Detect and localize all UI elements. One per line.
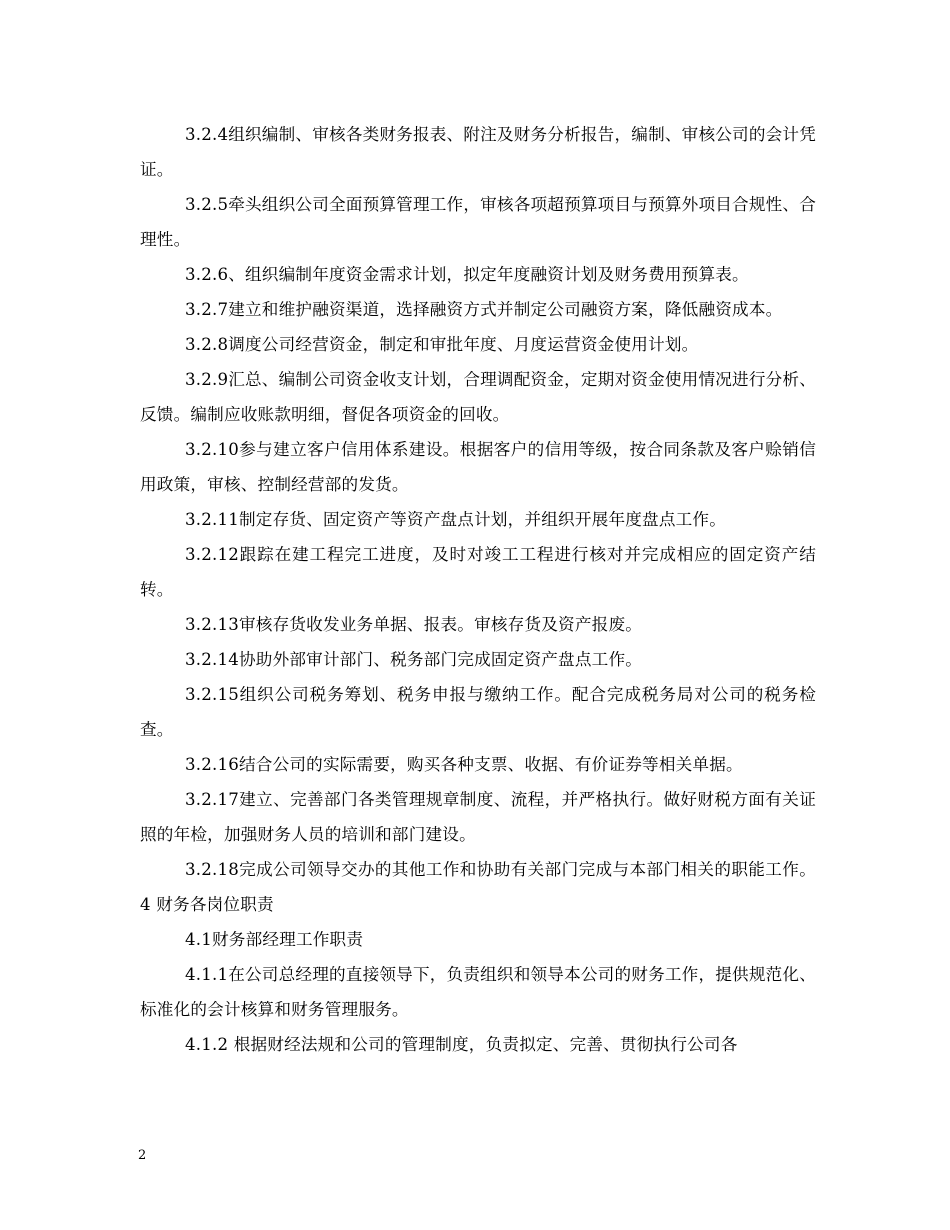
section-heading-4-1: 4.1财务部经理工作职责	[185, 930, 364, 949]
paragraph-3-2-8: 3.2.8调度公司经营资金，制定和审批年度、月度运营资金使用计划。	[185, 335, 699, 354]
paragraph-3-2-4: 3.2.4组织编制、审核各类财务报表、附注及财务分析报告，编制、审核公司的会计凭证。	[140, 125, 817, 179]
document-body	[140, 117, 816, 1062]
paragraph-3-2-18: 3.2.18完成公司领导交办的其他工作和协助有关部门完成与本部门相关的职能工作。 4 财务各岗位职责	[140, 860, 816, 914]
paragraph-3-2-12: 3.2.12跟踪在建工程完工进度，及时对竣工工程进行核对并完成相应的固定资产结转。	[140, 545, 816, 599]
paragraph-3-2-17: 3.2.17建立、完善部门各类管理规章制度、流程，并严格执行。做好财税方面有关证照的年检，加强财务人员的培训和部门建设。	[140, 790, 816, 844]
paragraph-3-2-7: 3.2.7建立和维护融资渠道，选择融资方式并制定公司融资方案，降低融资成本。	[185, 300, 783, 319]
paragraph-3-2-6: 3.2.6、组织编制年度资金需求计划，拟定年度融资计划及财务费用预算表。	[185, 265, 749, 284]
paragraph-3-2-10: 3.2.10参与建立客户信用体系建设。根据客户的信用等级，按合同条款及客户赊销信用政策，审核、控制经营部的发货。	[140, 440, 816, 494]
paragraph-3-2-9: 3.2.9汇总、编制公司资金收支计划，合理调配资金，定期对资金使用情况进行分析、反馈。编制应收账款明细，督促各项资金的回收。	[140, 370, 817, 424]
paragraph-4-1-2: 4.1.2 根据财经法规和公司的管理制度，负责拟定、完善、贯彻执行公司各	[185, 1035, 738, 1054]
paragraph-4-1-1: 4.1.1在公司总经理的直接领导下，负责组织和领导本公司的财务工作，提供规范化、标准化的会计核算和财务管理服务。	[140, 965, 817, 1019]
paragraph-3-2-13: 3.2.13审核存货收发业务单据、报表。审核存货及资产报废。	[185, 615, 643, 634]
paragraph-3-2-5: 3.2.5牵头组织公司全面预算管理工作，审核各项超预算项目与预算外项目合规性、合理性。	[140, 195, 817, 249]
paragraph-3-2-16: 3.2.16结合公司的实际需要，购买各种支票、收据、有价证券等相关单据。	[185, 755, 743, 774]
page-number: 2	[138, 1148, 147, 1163]
paragraph-3-2-15: 3.2.15组织公司税务筹划、税务申报与缴纳工作。配合完成税务局对公司的税务检查。	[140, 685, 816, 739]
paragraph-3-2-11: 3.2.11制定存货、固定资产等资产盘点计划，并组织开展年度盘点工作。	[185, 510, 726, 529]
paragraph-3-2-14: 3.2.14协助外部审计部门、税务部门完成固定资产盘点工作。	[185, 650, 643, 669]
